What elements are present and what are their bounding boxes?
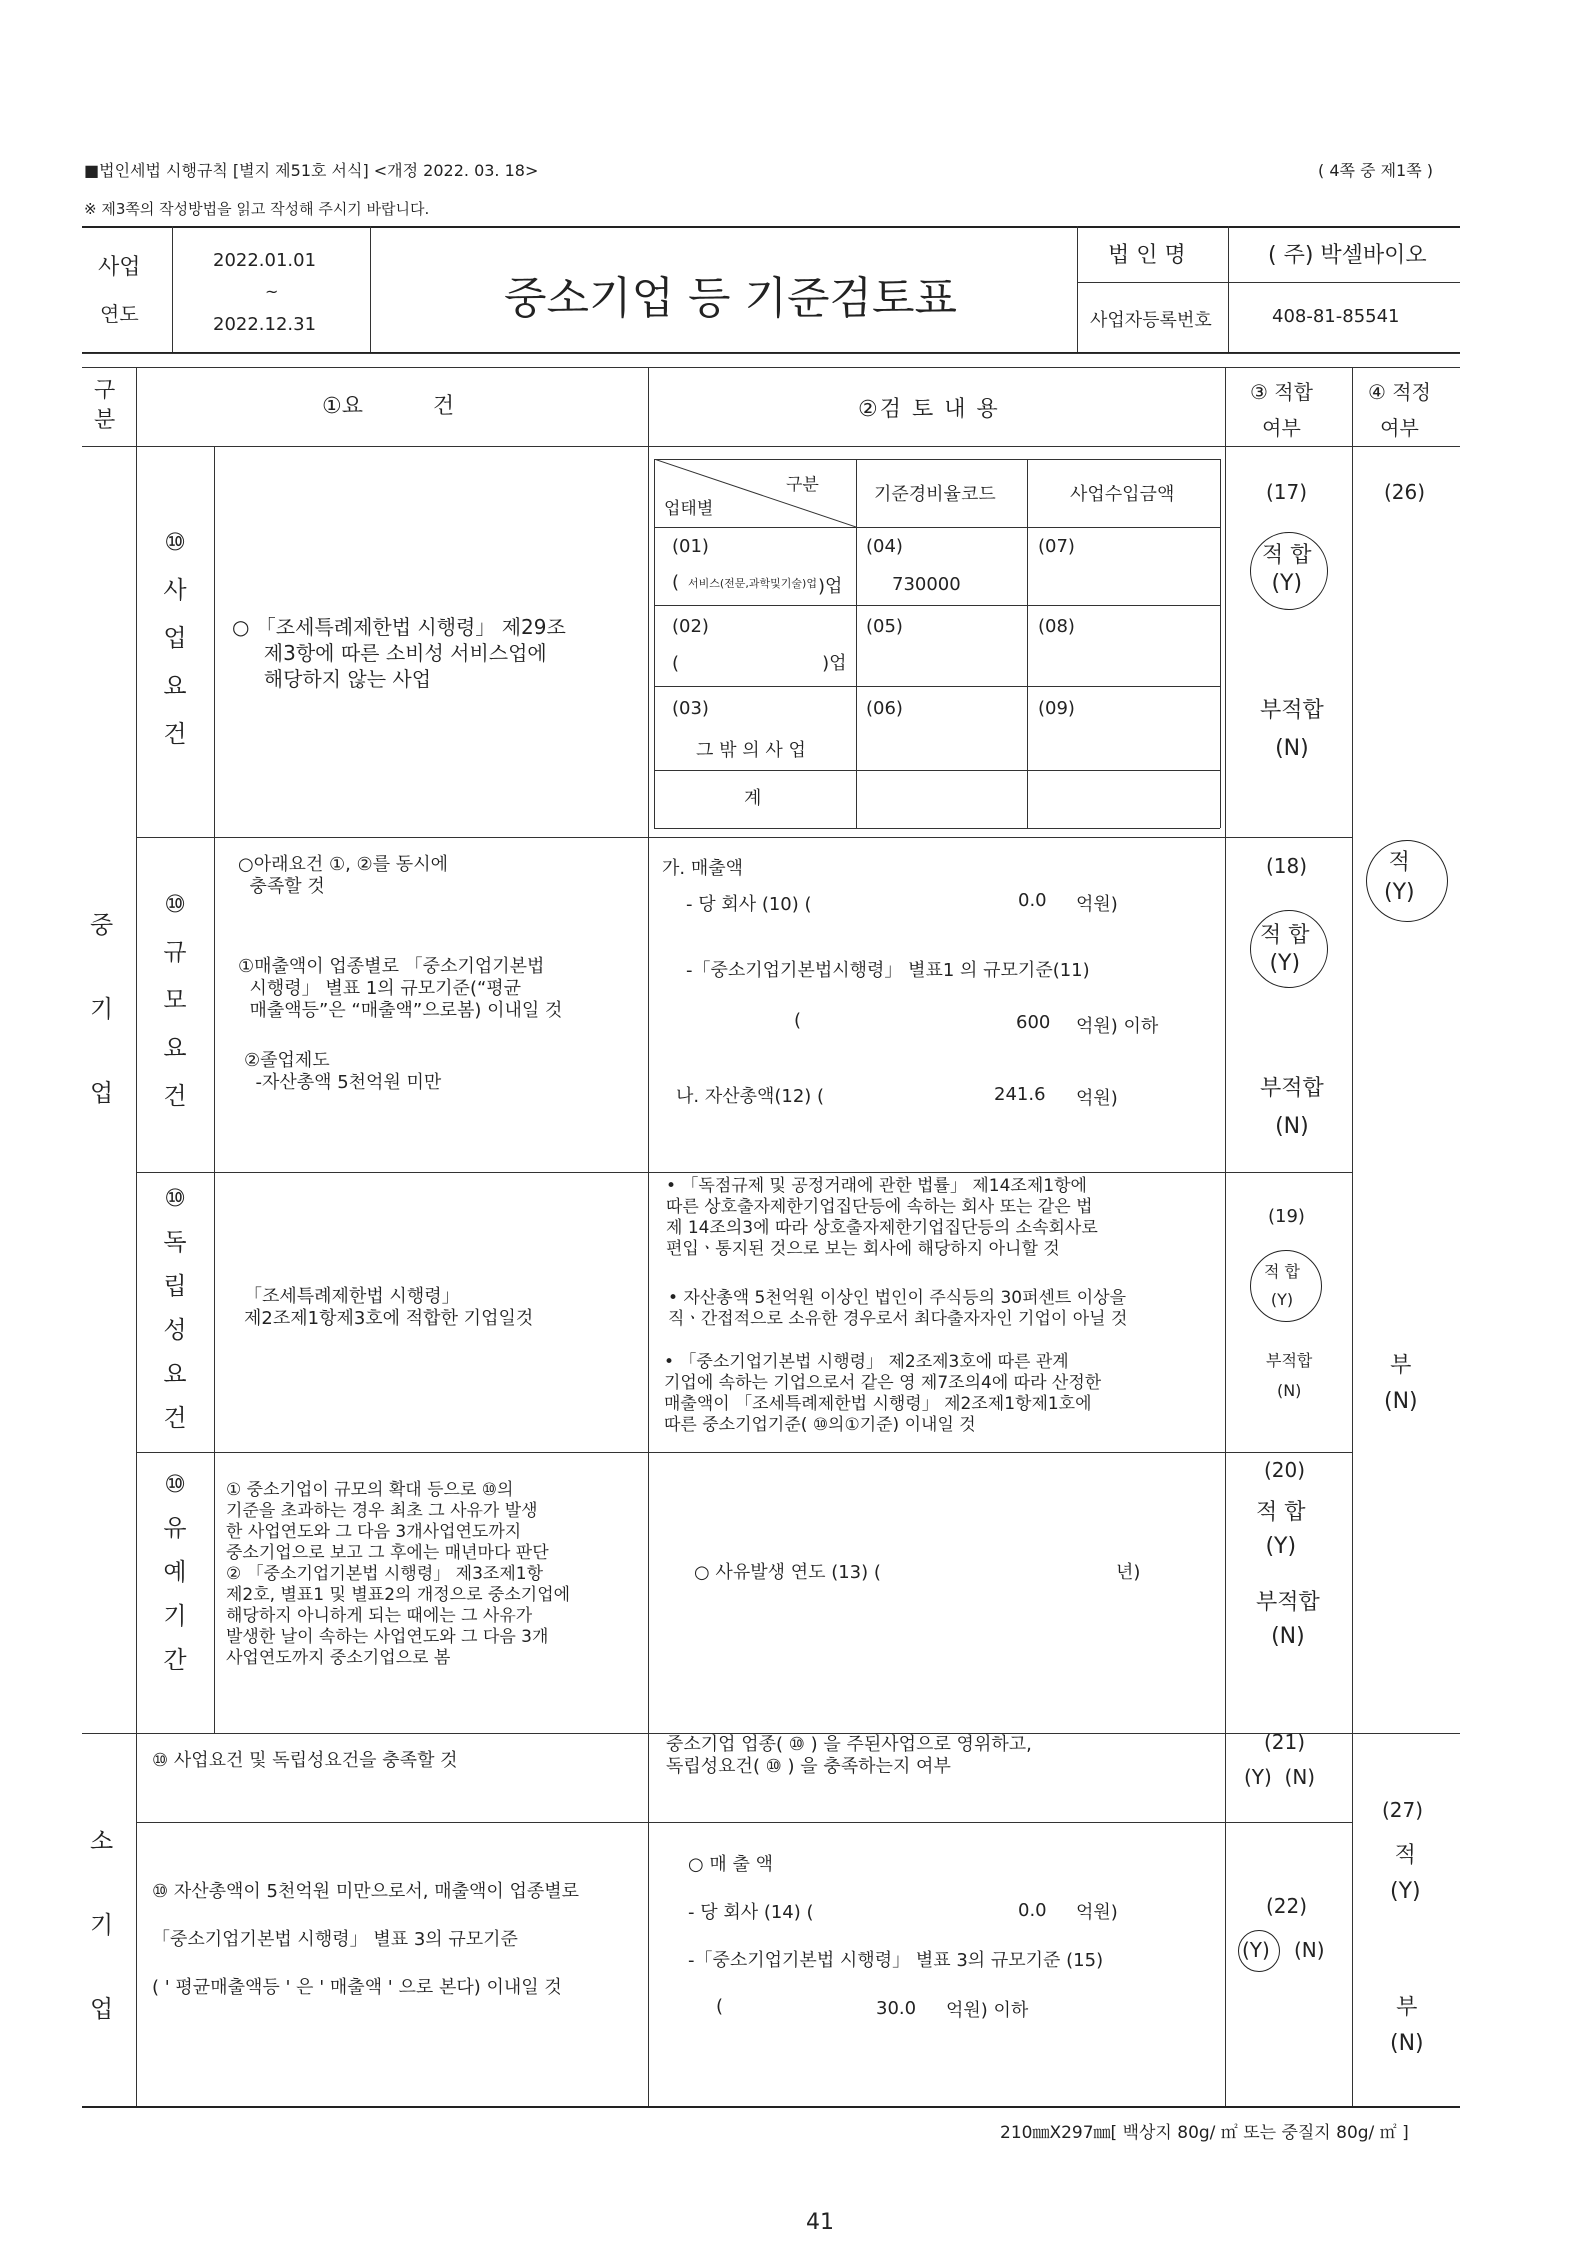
code-08: (08): [1038, 616, 1075, 637]
small-fit: 적 (Y): [1390, 1843, 1421, 1904]
page-number: 41: [806, 2210, 834, 2235]
company-revenue-label: - 당 회사 (10) (: [686, 894, 812, 915]
col-review: ②검 토 내 용: [858, 397, 1000, 422]
row-105-review: 중소기업 업종( ⑩ ) 을 주된사업으로 영위하고, 독립성요건( ⑩ ) 을 충족하는지 여부: [666, 1734, 1032, 1777]
code-22: (22): [1266, 1894, 1308, 1918]
code-09: (09): [1038, 698, 1075, 719]
unfit-18: 부적합 (N): [1260, 1076, 1324, 1139]
total-assets-unit: 억원): [1076, 1088, 1118, 1109]
code-05: (05): [866, 616, 903, 637]
biz-no: 408-81-85541: [1272, 306, 1400, 327]
sme-no: 부 (N): [1384, 1353, 1418, 1414]
fit-18: 적 합 (Y): [1260, 923, 1310, 976]
small-company-revenue-label: - 당 회사 (14) (: [688, 1902, 814, 1923]
small-size-standard-label: -「중소기업기본법 시행령」 별표 3의 규모기준 (15): [688, 1950, 1104, 1971]
n-22: (N): [1294, 1938, 1325, 1962]
code-01-open: (: [672, 572, 680, 593]
row-104-requirement: ① 중소기업이 규모의 확대 등으로 ⑩의 기준을 초과하는 경우 최초 그 사유가 발생 한 사업연도와 그 다음 3개사업연도까지 중소기업으로 보고 그 후에는 매년마다 판단 ② 「중소기업기본법 시행령」 제3조제1항 제2호, 별표1 및 별표2의 개정으로 중소기업에 해당하지 아니하게 되는 때에는 그 사유가 발생한 날이 속하는 사업연도와 그 다음 3개 사업연도까지 중소기업으로 봄: [226, 1480, 571, 1668]
event-year-label: ○ 사유발생 연도 (13) (: [694, 1562, 881, 1583]
independence-criterion-3: • 「중소기업기본법 시행령」 제2조제3호에 따른 관계 기업에 속하는 기업으로서 같은 영 제7조의4에 따라 산정한 매출액이 「조세특례제한법 시행령」 제2조제1항제1호에 따른 중소기업기준( ⑩의①기준) 이내일 것: [664, 1352, 1102, 1435]
col-fit: ③ 적합 여부: [1250, 380, 1313, 440]
company-revenue-unit: 억원): [1076, 894, 1118, 915]
row-101-requirement: ○ 「조세특례제한법 시행령」 제29조 제3항에 따른 소비성 서비스업에 해당하지 않는 사업: [232, 615, 566, 691]
independence-criterion-1: • 「독점규제 및 공정거래에 관한 법률」 제14조제1항에 따른 상호출자제한기업집단등에 속하는 회사 또는 같은 법 제 14조의3에 따라 상호출자제한기업집단등의 소속회사로 편입ㆍ통지된 것으로 보는 회사에 해당하지 아니할 것: [666, 1176, 1098, 1259]
revenue-title: 가. 매출액: [662, 858, 743, 879]
unfit-20: 부적합 (N): [1256, 1590, 1320, 1649]
code-04-value: 730000: [892, 574, 961, 595]
code-27: (27): [1382, 1798, 1424, 1822]
biz-no-label: 사업자등록번호: [1090, 310, 1212, 331]
row-104-label: ⑩ 유 예 기 간: [163, 1470, 187, 1674]
code-01-type: 서비스(전문,과학및기술)업: [688, 577, 817, 590]
small-size-standard-unit: 억원) 이하: [946, 2000, 1029, 2021]
inner-header-revenue: 사업수입금액: [1070, 484, 1175, 505]
unfit-17: 부적합 (N): [1260, 698, 1324, 761]
small-no: 부 (N): [1390, 1995, 1424, 2056]
code-20: (20): [1264, 1458, 1306, 1482]
year-label-2: 연도: [100, 302, 139, 326]
inner-header-code: 기준경비율코드: [874, 484, 996, 505]
code-01: (01): [672, 536, 709, 557]
total-assets-label: 나. 자산총액(12) (: [676, 1086, 825, 1107]
row-102-req2: ①매출액이 업종별로 「중소기업기본법 시행령」 별표 1의 규모기준(“평균 매출액등”은 “매출액”으로봄) 이내일 것: [238, 956, 563, 1021]
start-date: 2022.01.01: [213, 250, 317, 271]
row-101-label: ⑩ 사 업 요 건: [163, 528, 187, 748]
code-06: (06): [866, 698, 903, 719]
code-03: (03): [672, 698, 709, 719]
code-18: (18): [1266, 854, 1308, 878]
independence-criterion-2: • 자산총액 5천억원 이상인 법인이 주식등의 30퍼센트 이상을 직ㆍ간접적으로 소유한 경우로서 최다출자자인 기업이 아닐 것: [668, 1288, 1128, 1329]
instruction-note: ※ 제3쪽의 작성방법을 읽고 작성해 주시기 바랍니다.: [84, 200, 430, 218]
code-19: (19): [1268, 1206, 1305, 1227]
group-sme: 중 기 업: [90, 911, 114, 1107]
sme-fit: 적 (Y): [1384, 850, 1415, 905]
small-revenue-title: ○ 매 출 액: [688, 1854, 774, 1875]
row-102-label: ⑩ 규 모 요 건: [163, 890, 187, 1110]
small-size-standard-paren: (: [716, 1996, 724, 2017]
size-standard-paren: (: [794, 1010, 802, 1031]
code-02: (02): [672, 616, 709, 637]
small-size-standard-value: 30.0: [876, 1998, 917, 2019]
document-title: 중소기업 등 기준검토표: [504, 273, 958, 324]
inner-row-header: 업태별: [664, 499, 714, 519]
row-102-req1: ○아래요건 ①, ②를 동시에 충족할 것: [238, 854, 448, 897]
code-03-text: 그 밖 의 사 업: [696, 740, 806, 761]
corp-name-label: 법 인 명: [1108, 243, 1186, 268]
paper-spec: 210㎜X297㎜[ 백상지 80g/ ㎡ 또는 중질지 80g/ ㎡ ]: [1000, 2123, 1409, 2143]
unfit-19: 부적합 (N): [1266, 1351, 1313, 1400]
small-company-revenue-value: 0.0: [1018, 1900, 1047, 1921]
col-proper: ④ 적정 여부: [1368, 380, 1431, 440]
fit-17: 적 합 (Y): [1262, 543, 1312, 596]
fit-19: 적 합 (Y): [1264, 1262, 1300, 1309]
end-date: 2022.12.31: [213, 314, 317, 335]
code-01-suffix: )업: [818, 576, 843, 597]
year-label-1: 사업: [98, 255, 141, 280]
row-106-requirement: ⑩ 자산총액이 5천억원 미만으로서, 매출액이 업종별로 「중소기업기본법 시행령」 별표 3의 규모기준 ( ' 평균매출액등 ' 은 ' 매출액 ' 으로 본다) 이내일 것: [152, 1881, 580, 1998]
row-103-requirement: 「조세특례제한법 시행령」 제2조제1항제3호에 적합한 기업일것: [244, 1286, 534, 1329]
total-label: 계: [744, 788, 762, 809]
code-02-line: ( )업: [672, 653, 847, 674]
row-103-label: ⑩ 독 립 성 요 건: [163, 1184, 187, 1432]
small-company-revenue-unit: 억원): [1076, 1902, 1118, 1923]
fit-20: 적 합 (Y): [1256, 1500, 1306, 1559]
total-assets-value: 241.6: [994, 1084, 1046, 1105]
size-standard-unit: 억원) 이하: [1076, 1016, 1159, 1037]
event-year-unit: 년): [1116, 1562, 1141, 1583]
row-105-requirement: ⑩ 사업요건 및 독립성요건을 충족할 것: [152, 1750, 458, 1771]
page-count: ( 4쪽 중 제1쪽 ): [1318, 161, 1434, 180]
company-revenue-value: 0.0: [1018, 890, 1047, 911]
code-17: (17): [1266, 480, 1308, 504]
date-tilde: ~: [265, 282, 279, 301]
corp-name: ( 주) 박셀바이오: [1268, 243, 1427, 268]
code-26: (26): [1384, 480, 1426, 504]
code-04: (04): [866, 536, 903, 557]
size-standard-value: 600: [1016, 1012, 1051, 1033]
code-07: (07): [1038, 536, 1075, 557]
code-21: (21): [1264, 1730, 1306, 1754]
y-22: (Y): [1242, 1938, 1270, 1962]
size-standard-label: -「중소기업기본법시행령」 별표1 의 규모기준(11): [686, 960, 1090, 981]
col-requirement: ①요 건: [322, 394, 455, 419]
col-category: 구 분: [94, 378, 116, 433]
yn-21: (Y) (N): [1244, 1765, 1316, 1789]
group-small: 소 기 업: [90, 1827, 114, 2023]
row-102-req3: ②졸업제도 -자산총액 5천억원 미만: [244, 1050, 442, 1093]
form-reference: ■법인세법 시행규칙 [별지 제51호 서식] <개정 2022. 03. 18>: [84, 161, 539, 180]
inner-col-header: 구분: [786, 475, 819, 495]
